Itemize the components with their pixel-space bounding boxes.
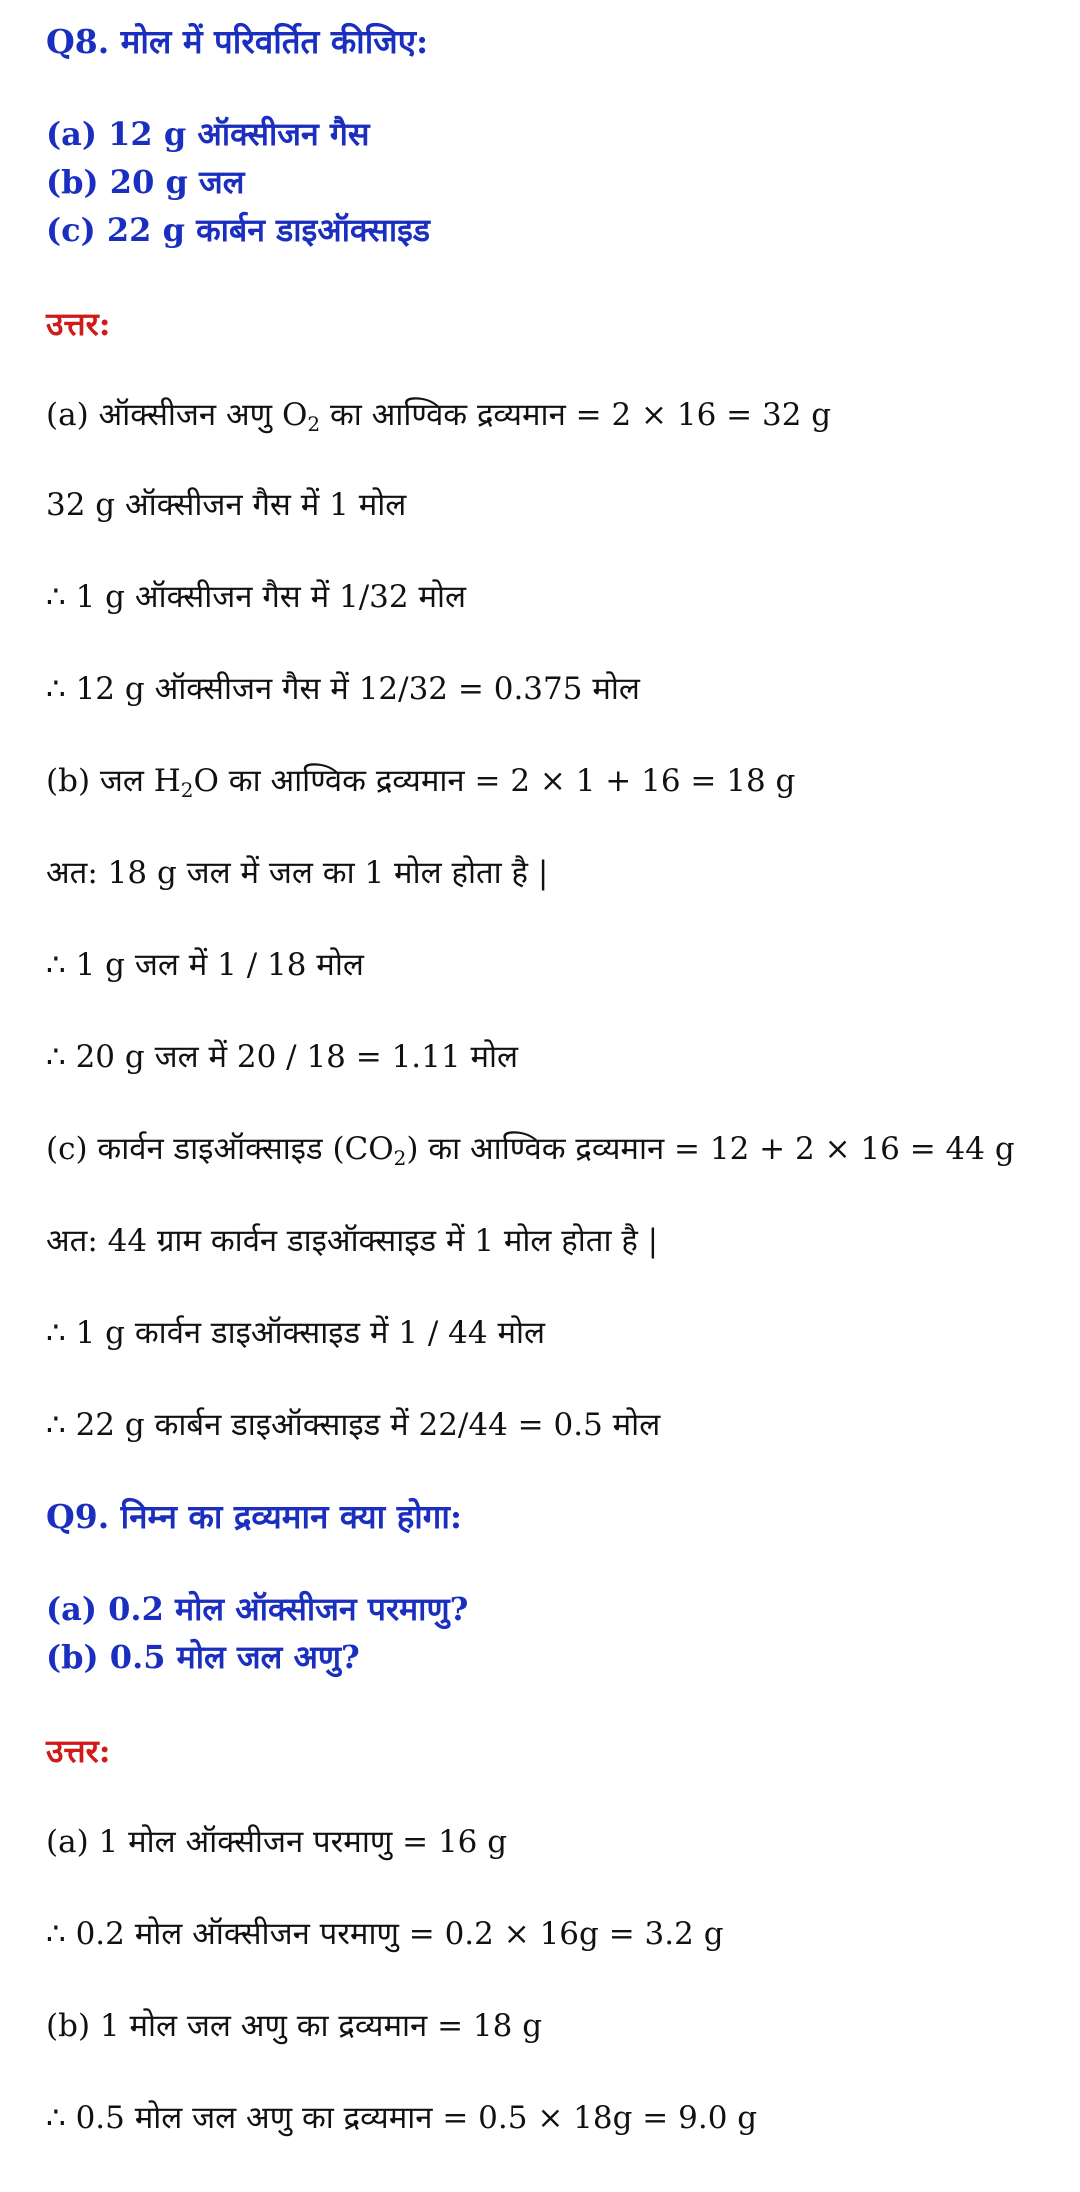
q8-b-line-1 [46, 763, 796, 802]
q9-answer-label: उत्तर: [46, 1732, 111, 1770]
q8-title: Q8. मोल में परिवर्तित कीजिए: [46, 22, 429, 61]
q9-option-b: (b) 0.5 मोल जल अणु? [46, 1638, 360, 1676]
q8-a-line-1-pre: (a) ऑक्सीजन अणु O [46, 397, 308, 433]
q9-a-line-2: ∴ 0.2 मोल ऑक्सीजन परमाणु = 0.2 × 16g = 3.2 g [46, 1916, 724, 1952]
q8-a-line-3: ∴ 1 g ऑक्सीजन गैस में 1/32 मोल [46, 579, 467, 615]
q8-b-line-4: ∴ 20 g जल में 20 / 18 = 1.11 मोल [46, 1039, 519, 1075]
q8-answer-label: उत्तर: [46, 305, 111, 343]
q8-c-line-3: ∴ 1 g कार्वन डाइऑक्साइड में 1 / 44 मोल [46, 1315, 546, 1351]
q9-b-line-1: (b) 1 मोल जल अणु का द्रव्यमान = 18 g [46, 2008, 543, 2044]
q9-a-line-1: (a) 1 मोल ऑक्सीजन परमाणु = 16 g [46, 1824, 508, 1860]
q8-b-line-3: ∴ 1 g जल में 1 / 18 मोल [46, 947, 364, 983]
q8-b-line-1-pre: (b) जल H [46, 763, 181, 799]
q8-c-line-1-sub: 2 [393, 1146, 407, 1170]
q8-option-c: (c) 22 g कार्बन डाइऑक्साइड [46, 211, 430, 249]
q8-c-line-1-post: ) का आण्विक द्रव्यमान = 12 + 2 × 16 = 44 g [406, 1131, 1015, 1167]
q9-b-line-2: ∴ 0.5 मोल जल अणु का द्रव्यमान = 0.5 × 18g = 9.0 g [46, 2100, 758, 2136]
q8-a-line-1 [46, 397, 832, 436]
q8-b-line-1-sub: 2 [180, 778, 194, 802]
q9-title: Q9. निम्न का द्रव्यमान क्या होगा: [46, 1497, 463, 1536]
q8-b-line-2: अत: 18 g जल में जल का 1 मोल होता है | [46, 855, 549, 891]
q8-a-line-4: ∴ 12 g ऑक्सीजन गैस में 12/32 = 0.375 मोल [46, 671, 640, 707]
q8-c-line-4: ∴ 22 g कार्बन डाइऑक्साइड में 22/44 = 0.5 मोल [46, 1407, 661, 1443]
q8-c-line-2: अत: 44 ग्राम कार्वन डाइऑक्साइड में 1 मोल होता है | [46, 1223, 659, 1259]
q9-option-a: (a) 0.2 मोल ऑक्सीजन परमाणु? [46, 1590, 469, 1628]
q8-a-line-2: 32 g ऑक्सीजन गैस में 1 मोल [46, 487, 407, 523]
q8-option-a: (a) 12 g ऑक्सीजन गैस [46, 115, 370, 153]
q8-c-line-1 [46, 1131, 1015, 1170]
q8-a-line-1-sub: 2 [307, 412, 321, 436]
q8-b-line-1-post: O का आण्विक द्रव्यमान = 2 × 1 + 16 = 18 g [193, 763, 796, 799]
q8-option-b: (b) 20 g जल [46, 163, 245, 201]
q8-c-line-1-pre: (c) कार्वन डाइऑक्साइड (CO [46, 1131, 394, 1167]
q8-a-line-1-post: का आण्विक द्रव्यमान = 2 × 16 = 32 g [320, 397, 832, 433]
